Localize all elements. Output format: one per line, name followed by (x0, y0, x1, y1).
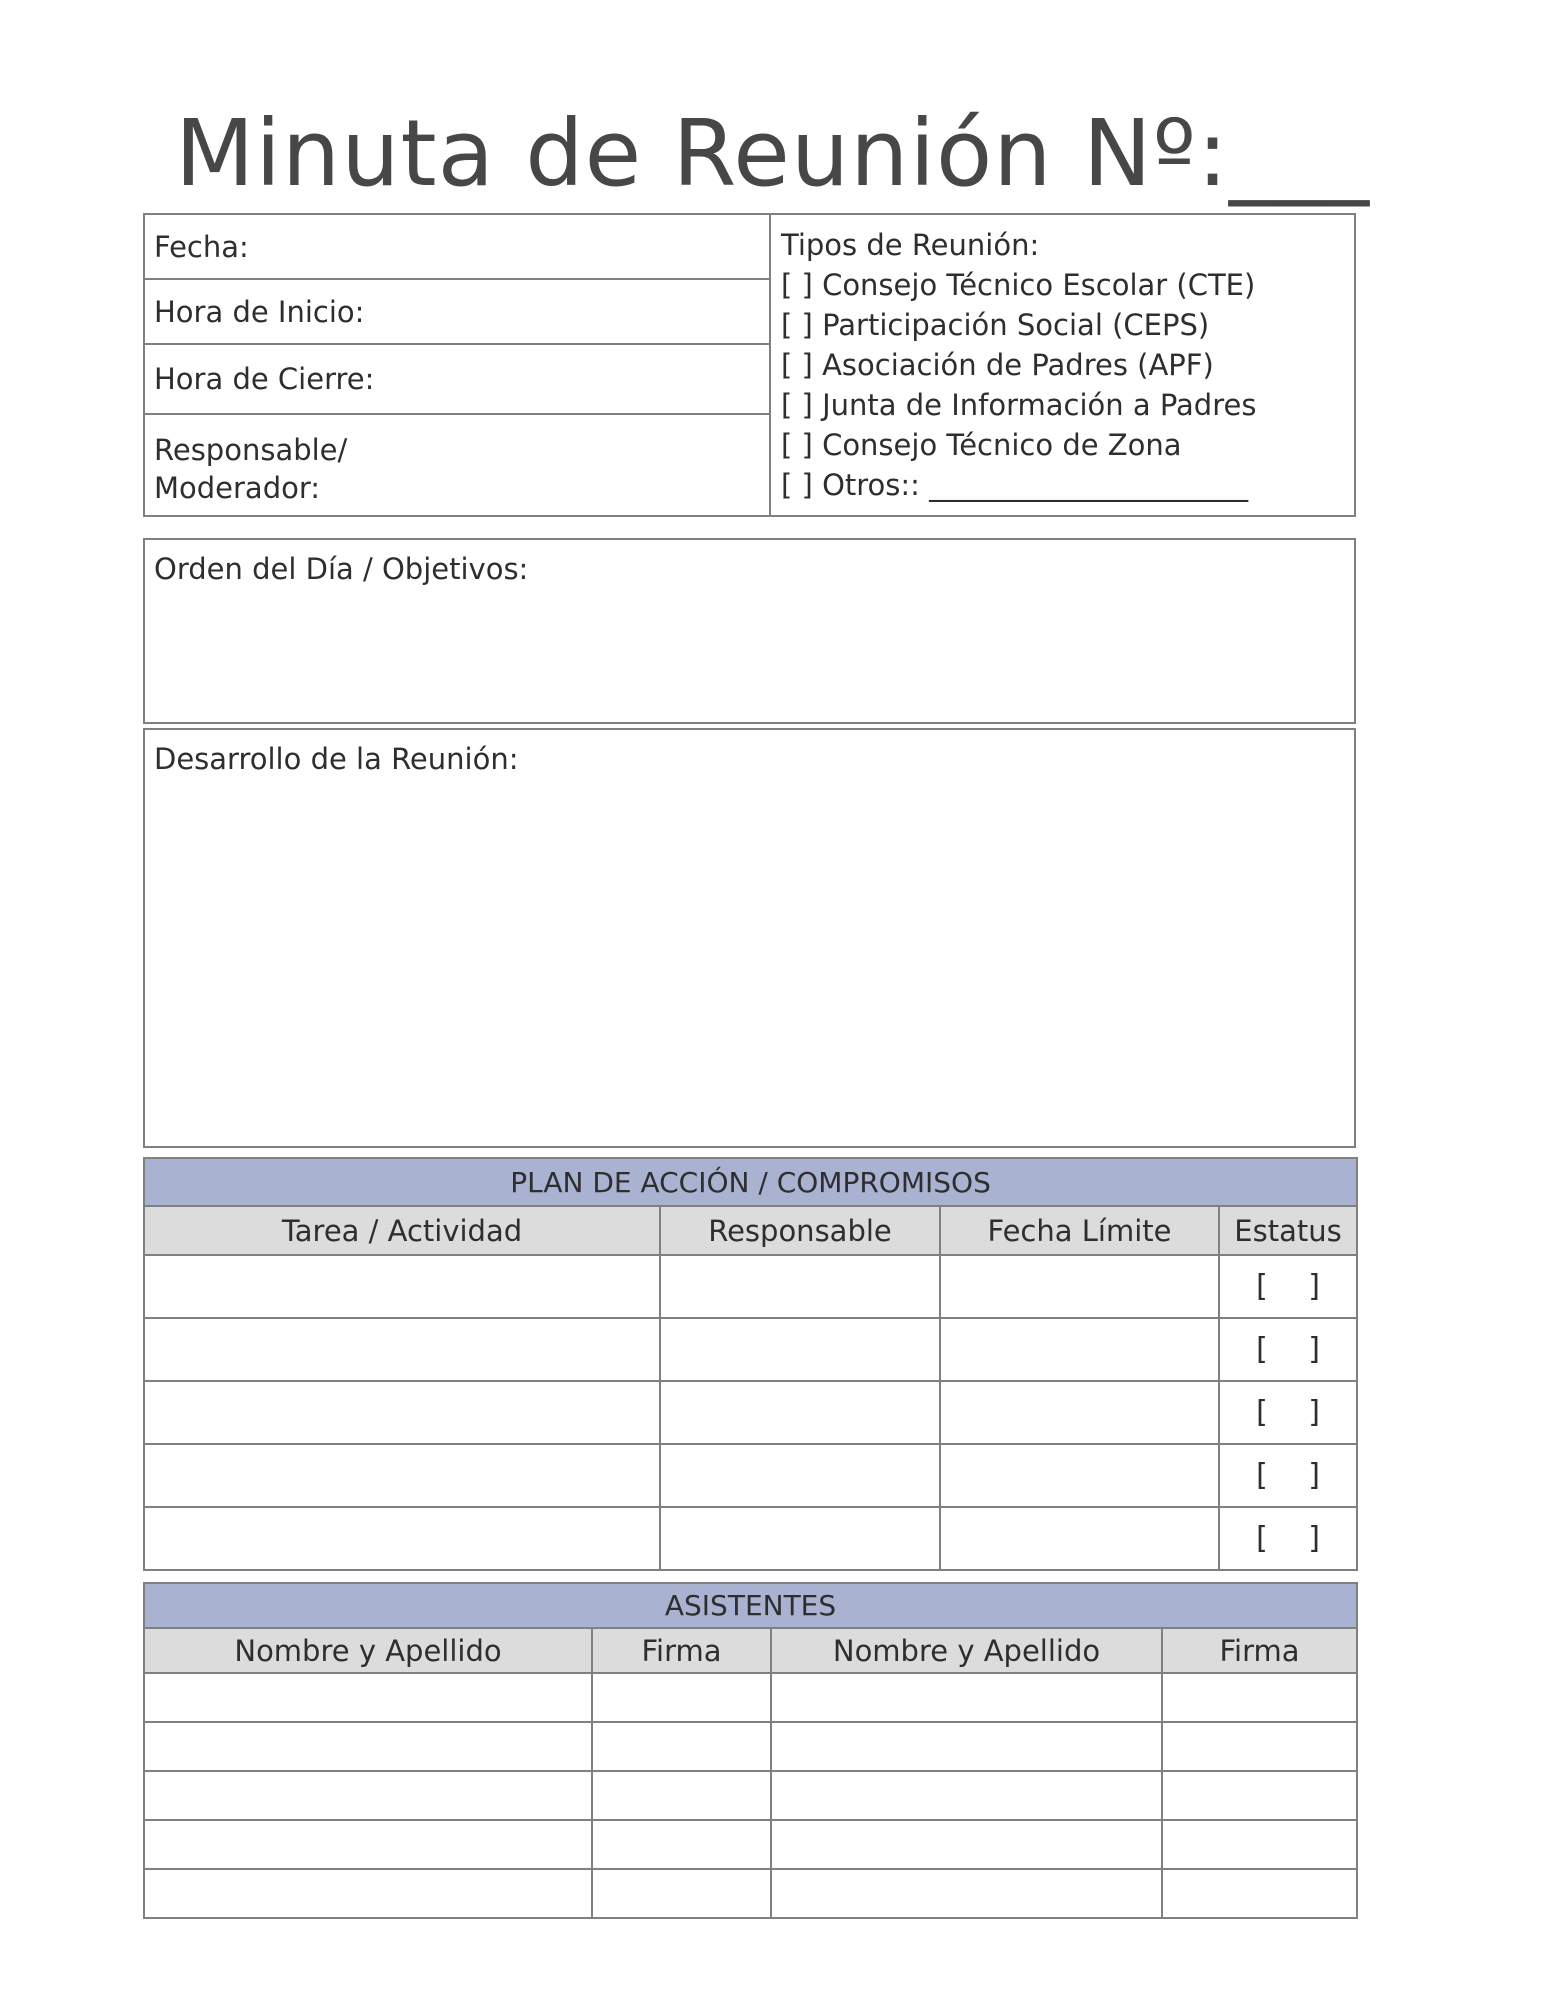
plan-cell-responsable[interactable] (660, 1444, 940, 1507)
orden-del-dia-box[interactable] (143, 538, 1356, 724)
table-row (144, 1318, 1357, 1381)
responsable-label-line1: Responsable/ (154, 433, 348, 467)
desarrollo-box[interactable] (143, 728, 1356, 1148)
page-title: Minuta de Reunión Nº:___ (174, 100, 1371, 207)
plan-col-estatus: Estatus (1219, 1206, 1357, 1255)
meeting-types (781, 225, 1346, 505)
table-row (144, 1820, 1357, 1869)
table-row (144, 1673, 1357, 1722)
plan-cell-tarea[interactable] (144, 1381, 660, 1444)
responsable-field[interactable] (145, 415, 769, 517)
meeting-fields (145, 215, 771, 515)
plan-col-responsable: Responsable (660, 1206, 940, 1255)
asistente-firma-cell[interactable] (592, 1771, 771, 1820)
plan-status-checkbox[interactable]: [ ] (1219, 1444, 1357, 1507)
asistente-nombre-cell[interactable] (144, 1869, 592, 1918)
asistentes-col-nombre-2: Nombre y Apellido (771, 1628, 1162, 1673)
plan-cell-fecha[interactable] (940, 1444, 1219, 1507)
asistente-firma-cell[interactable] (592, 1869, 771, 1918)
type-option-apf[interactable]: [ ] Asociación de Padres (APF) (781, 348, 1214, 382)
plan-cell-responsable[interactable] (660, 1381, 940, 1444)
table-row (144, 1771, 1357, 1820)
hora-cierre-label: Hora de Cierre: (154, 362, 375, 396)
asistentes-col-firma-1: Firma (592, 1628, 771, 1673)
asistente-firma-cell[interactable] (592, 1820, 771, 1869)
fecha-label: Fecha: (154, 229, 249, 264)
type-option-ceps[interactable]: [ ] Participación Social (CEPS) (781, 308, 1210, 342)
table-row (144, 1869, 1357, 1918)
asistente-firma-cell[interactable] (1162, 1771, 1357, 1820)
asistente-nombre-cell[interactable] (144, 1771, 592, 1820)
asistente-nombre-cell[interactable] (144, 1820, 592, 1869)
plan-cell-responsable[interactable] (660, 1318, 940, 1381)
plan-cell-responsable[interactable] (660, 1255, 940, 1318)
plan-cell-fecha[interactable] (940, 1318, 1219, 1381)
plan-cell-fecha[interactable] (940, 1381, 1219, 1444)
asistente-nombre-cell[interactable] (144, 1722, 592, 1771)
table-row (144, 1722, 1357, 1771)
asistente-nombre-cell[interactable] (144, 1673, 592, 1722)
plan-cell-tarea[interactable] (144, 1318, 660, 1381)
meeting-info-block (143, 213, 1356, 517)
plan-col-fecha: Fecha Límite (940, 1206, 1219, 1255)
asistente-firma-cell[interactable] (1162, 1673, 1357, 1722)
hora-inicio-label: Hora de Inicio: (154, 294, 365, 329)
asistente-firma-cell[interactable] (592, 1673, 771, 1722)
meeting-types-title: Tipos de Reunión: (781, 228, 1040, 262)
plan-status-checkbox[interactable]: [ ] (1219, 1318, 1357, 1381)
responsable-label-line2: Moderador: (154, 471, 321, 505)
hora-inicio-field[interactable] (145, 280, 769, 345)
type-option-zona[interactable]: [ ] Consejo Técnico de Zona (781, 428, 1182, 462)
orden-del-dia-label: Orden del Día / Objetivos: (154, 552, 529, 586)
asistente-nombre-cell[interactable] (771, 1673, 1162, 1722)
plan-cell-tarea[interactable] (144, 1255, 660, 1318)
table-row (144, 1507, 1357, 1570)
plan-cell-tarea[interactable] (144, 1507, 660, 1570)
plan-cell-tarea[interactable] (144, 1444, 660, 1507)
type-option-junta[interactable]: [ ] Junta de Información a Padres (781, 388, 1257, 422)
plan-status-checkbox[interactable]: [ ] (1219, 1255, 1357, 1318)
plan-cell-fecha[interactable] (940, 1507, 1219, 1570)
plan-status-checkbox[interactable]: [ ] (1219, 1381, 1357, 1444)
asistentes-col-nombre-1: Nombre y Apellido (144, 1628, 592, 1673)
asistente-firma-cell[interactable] (592, 1722, 771, 1771)
table-row (144, 1444, 1357, 1507)
type-option-otros[interactable]: [ ] Otros:: ______________________ (781, 468, 1249, 502)
asistente-firma-cell[interactable] (1162, 1869, 1357, 1918)
asistente-nombre-cell[interactable] (771, 1722, 1162, 1771)
asistente-firma-cell[interactable] (1162, 1820, 1357, 1869)
plan-table (143, 1157, 1358, 1571)
type-option-cte[interactable]: [ ] Consejo Técnico Escolar (CTE) (781, 268, 1256, 302)
asistentes-col-firma-2: Firma (1162, 1628, 1357, 1673)
plan-col-tarea: Tarea / Actividad (144, 1206, 660, 1255)
asistente-firma-cell[interactable] (1162, 1722, 1357, 1771)
asistente-nombre-cell[interactable] (771, 1820, 1162, 1869)
table-row (144, 1381, 1357, 1444)
asistentes-table (143, 1582, 1358, 1919)
plan-title: PLAN DE ACCIÓN / COMPROMISOS (144, 1158, 1357, 1206)
fecha-field[interactable] (145, 215, 769, 280)
plan-status-checkbox[interactable]: [ ] (1219, 1507, 1357, 1570)
asistente-nombre-cell[interactable] (771, 1869, 1162, 1918)
hora-cierre-field[interactable] (145, 345, 769, 415)
asistente-nombre-cell[interactable] (771, 1771, 1162, 1820)
asistentes-title: ASISTENTES (144, 1583, 1357, 1628)
table-row (144, 1255, 1357, 1318)
desarrollo-label: Desarrollo de la Reunión: (154, 742, 519, 776)
plan-cell-fecha[interactable] (940, 1255, 1219, 1318)
plan-cell-responsable[interactable] (660, 1507, 940, 1570)
